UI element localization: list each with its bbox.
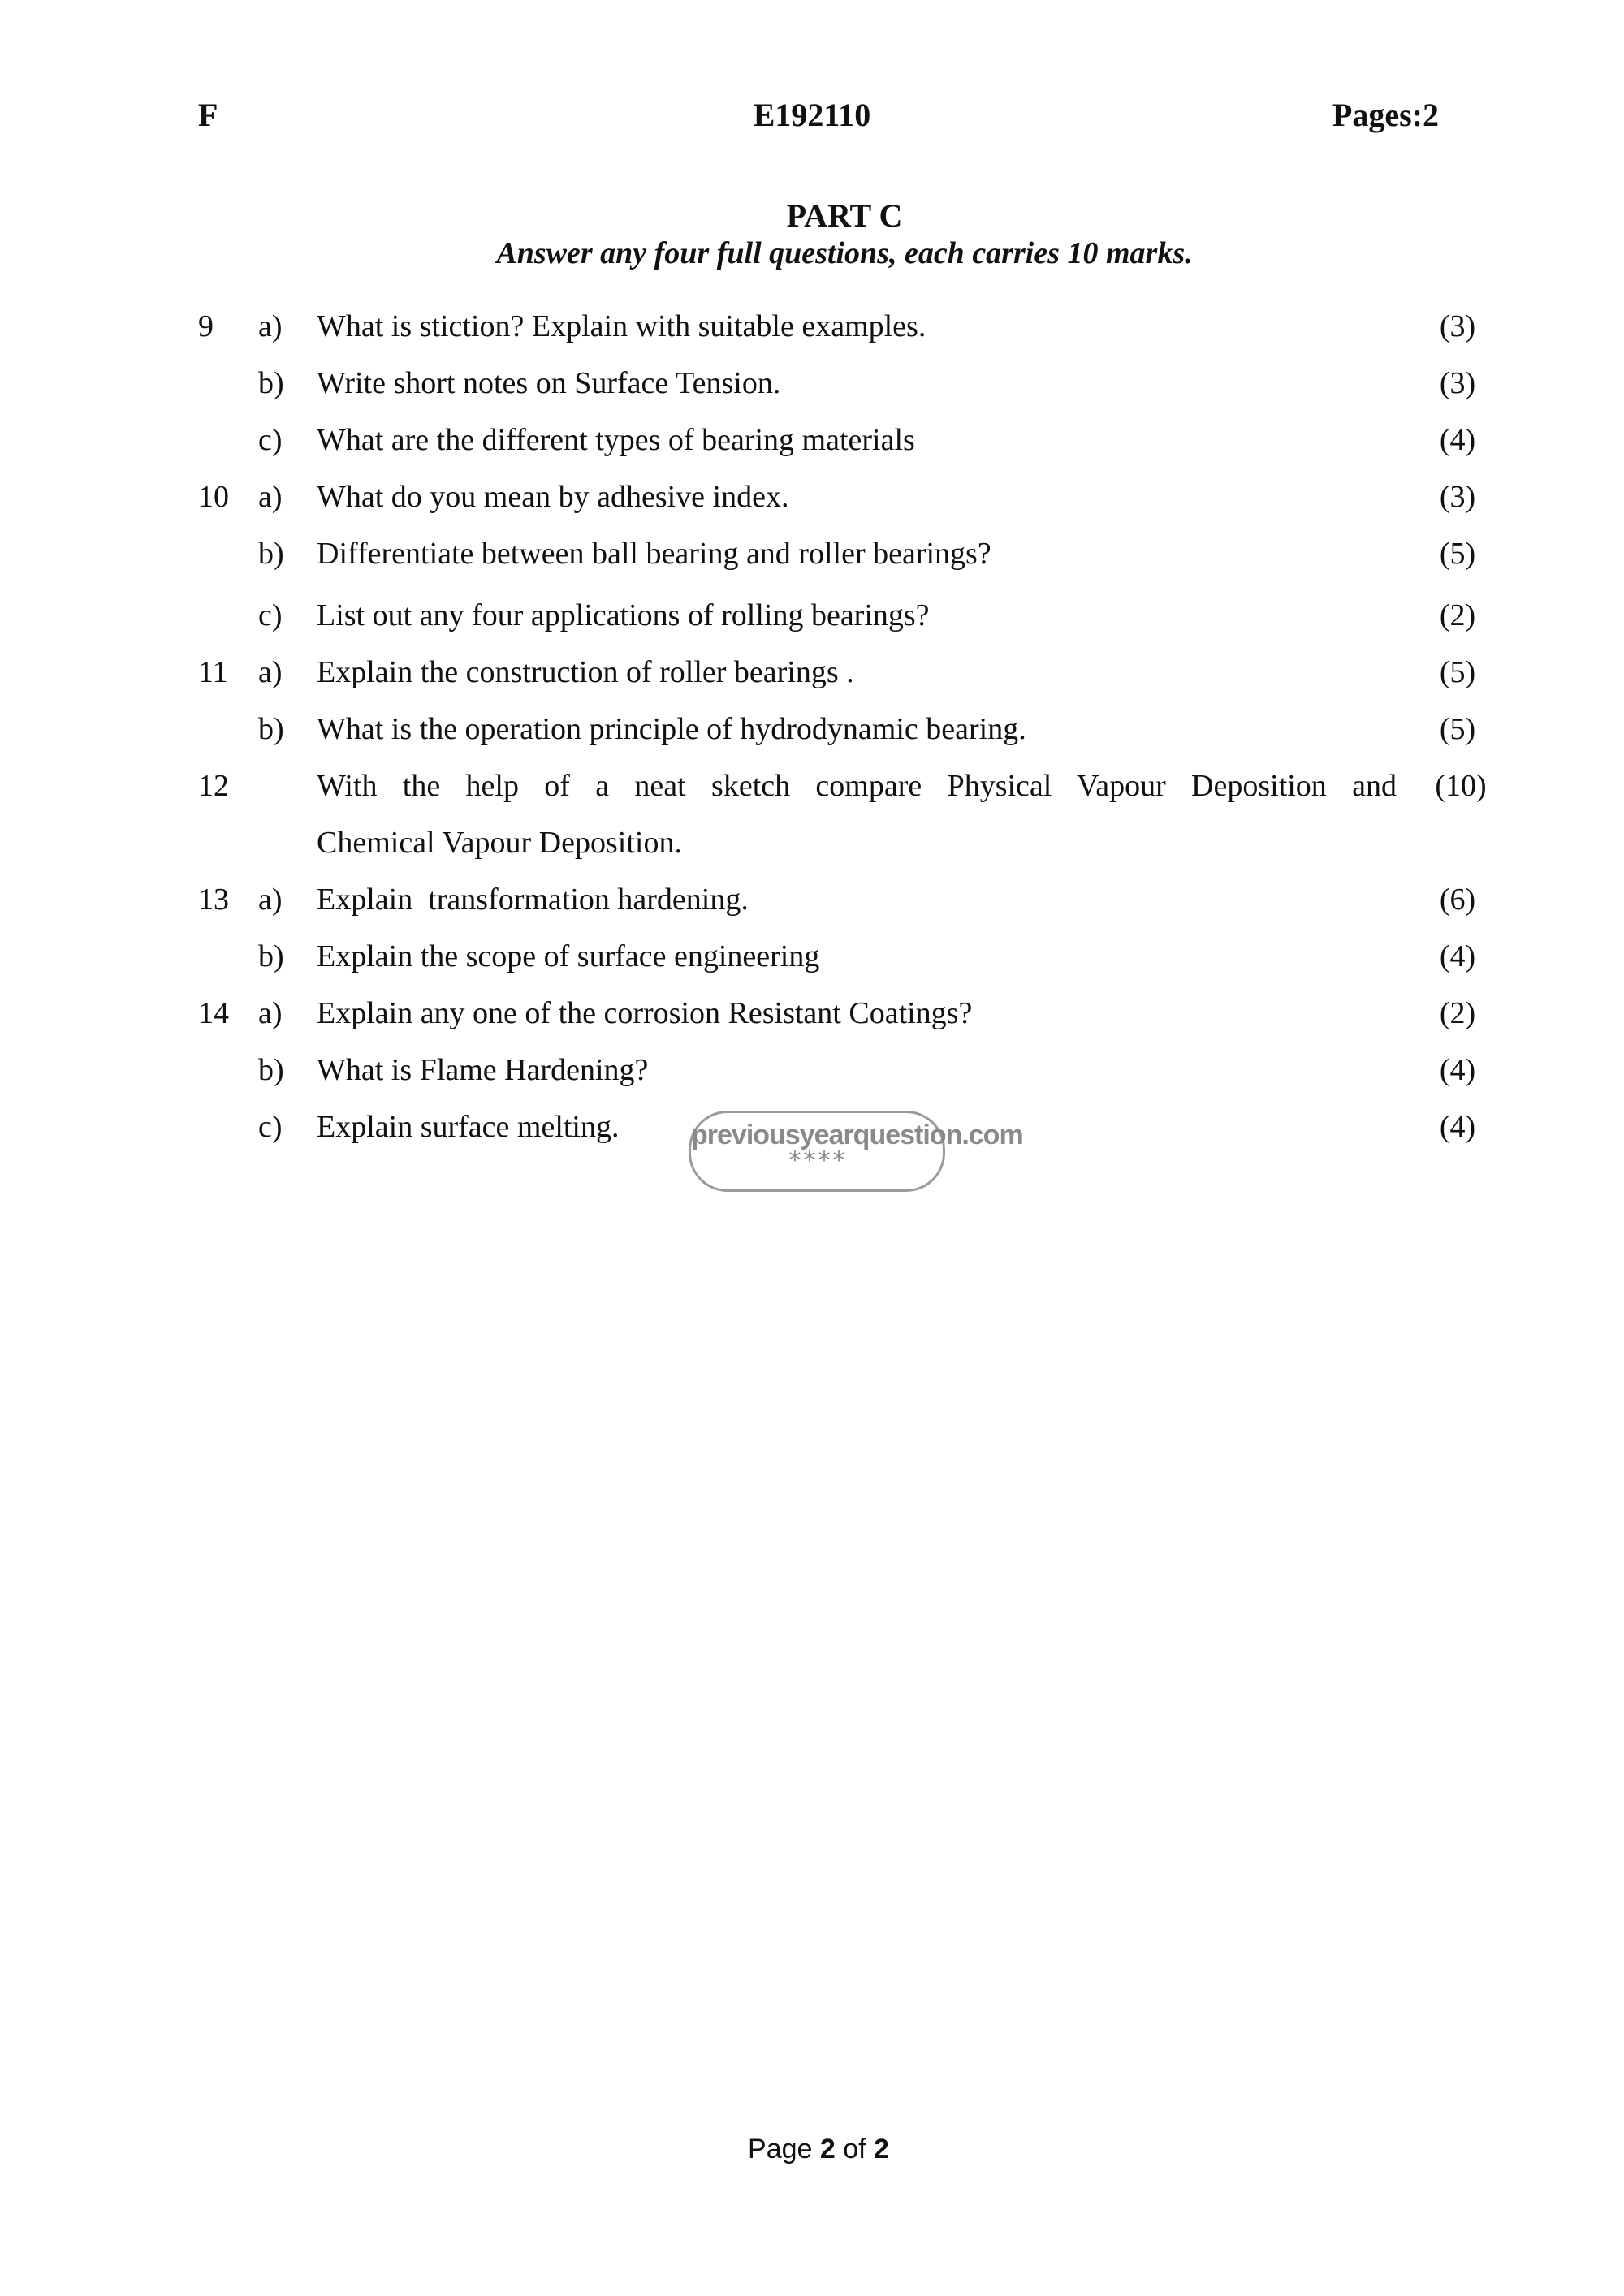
header-set-code: F: [198, 97, 218, 133]
sub-question-label: b): [258, 366, 284, 400]
sub-question-label: a): [258, 655, 283, 689]
question-text: List out any four applications of rolling bearings?: [317, 598, 930, 632]
sub-question-label: a): [258, 480, 283, 514]
question-text: What is Flame Hardening?: [317, 1053, 649, 1087]
question-text: Explain any one of the corrosion Resistant Coatings?: [317, 996, 973, 1030]
question-marks: (6): [1439, 883, 1476, 917]
question-text: Explain transformation hardening.: [317, 883, 749, 917]
sub-question-label: a): [258, 996, 283, 1030]
question-text: With the help of a neat sketch compare Physical Vapour Deposition and: [317, 769, 1397, 803]
question-row: [0, 939, 1624, 995]
footer-prefix: Page: [748, 2134, 820, 2164]
part-title: PART C: [786, 197, 903, 234]
sub-question-label: b): [258, 712, 284, 746]
question-row: [0, 479, 1624, 536]
question-marks: (2): [1439, 996, 1476, 1030]
question-number: 9: [198, 309, 214, 343]
question-marks: (5): [1439, 537, 1476, 571]
question-row: [0, 1052, 1624, 1109]
question-marks: (4): [1439, 423, 1476, 457]
footer-total-pages: 2: [874, 2134, 889, 2164]
question-marks: (4): [1439, 1110, 1476, 1144]
question-text: What is the operation principle of hydrodynamic bearing.: [317, 712, 1026, 746]
question-row: [0, 422, 1624, 479]
question-number: 10: [198, 480, 229, 514]
question-number: 11: [198, 655, 228, 689]
question-marks: (4): [1439, 1053, 1476, 1087]
question-row-continued: [0, 825, 1624, 882]
question-marks: (3): [1439, 366, 1476, 400]
footer-of: of: [835, 2134, 875, 2164]
sub-question-label: c): [258, 1110, 283, 1144]
question-marks: (5): [1439, 712, 1476, 746]
watermark-stamp: [689, 1111, 1023, 1192]
header-paper-code: E192110: [753, 97, 871, 133]
question-marks: (3): [1439, 309, 1476, 343]
question-text: Explain the construction of roller bearings .: [317, 655, 854, 689]
sub-question-label: b): [258, 939, 284, 973]
question-marks: (5): [1439, 655, 1476, 689]
question-marks: (10): [1435, 769, 1487, 803]
question-text: What do you mean by adhesive index.: [317, 480, 789, 514]
sub-question-label: b): [258, 537, 284, 571]
sub-question-label: b): [258, 1053, 284, 1087]
watermark-text: previousyearquestion.com: [691, 1120, 1023, 1150]
question-text: Write short notes on Surface Tension.: [317, 366, 781, 400]
sub-question-label: a): [258, 883, 283, 917]
question-text: Explain surface melting.: [317, 1110, 620, 1144]
question-number: 13: [198, 883, 229, 917]
question-number: 14: [198, 996, 229, 1030]
sub-question-label: c): [258, 423, 283, 457]
question-marks: (2): [1439, 598, 1476, 632]
question-text: Differentiate between ball bearing and roller bearings?: [317, 537, 991, 571]
page-footer: [6, 2134, 1624, 2165]
question-text: What is stiction? Explain with suitable examples.: [317, 309, 926, 343]
question-row: [0, 309, 1624, 365]
question-text: What are the different types of bearing materials: [317, 423, 915, 457]
question-row: [0, 365, 1624, 422]
question-number: 12: [198, 769, 229, 803]
question-row: [0, 654, 1624, 711]
question-text-continued: Chemical Vapour Deposition.: [317, 826, 682, 860]
question-row: [0, 768, 1624, 825]
question-marks: (4): [1439, 939, 1476, 973]
question-marks: (3): [1439, 480, 1476, 514]
question-row: [0, 711, 1624, 768]
header-page-count: Pages:2: [1332, 97, 1439, 133]
question-row: [0, 995, 1624, 1052]
end-of-paper-stars: ****: [787, 1146, 847, 1175]
sub-question-label: c): [258, 598, 283, 632]
footer-current-page: 2: [819, 2134, 836, 2164]
question-text: Explain the scope of surface engineering: [317, 939, 820, 973]
question-row: [0, 598, 1624, 654]
part-instructions: Answer any four full questions, each carries 10 marks.: [496, 236, 1193, 270]
question-row: [0, 882, 1624, 939]
question-row: [0, 536, 1624, 593]
sub-question-label: a): [258, 309, 283, 343]
